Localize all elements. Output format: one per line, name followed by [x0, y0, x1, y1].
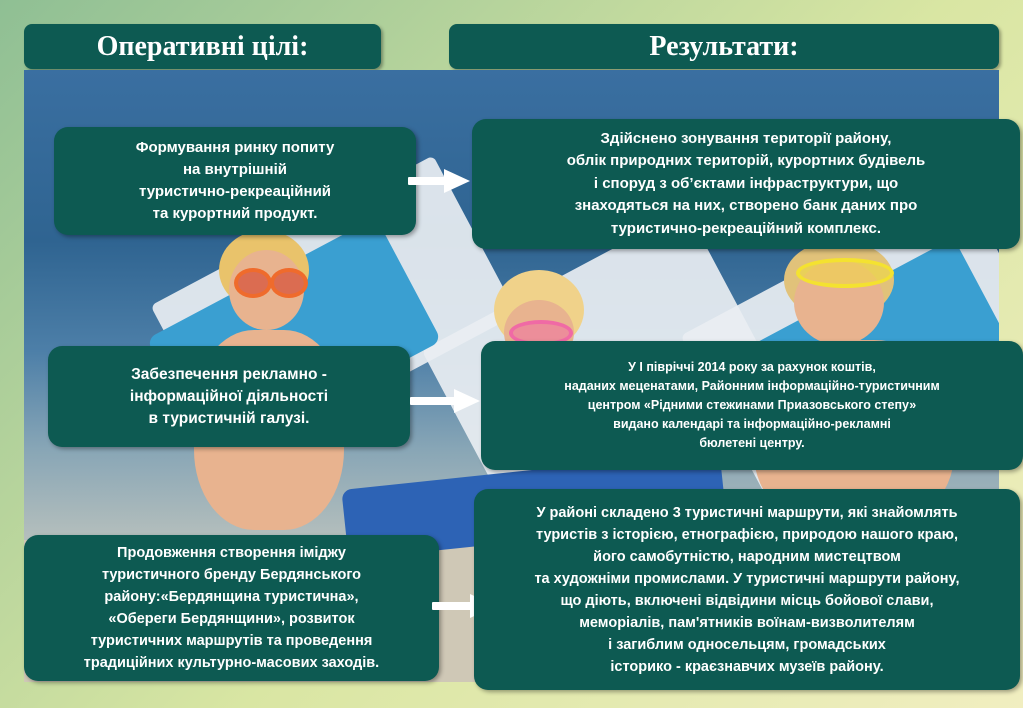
result-3-line: та художніми промислами. У туристичні маршрути району, — [534, 570, 960, 587]
result-2-line: У І півріччі 2014 року за рахунок коштів, — [628, 360, 876, 374]
result-3-line: туристів з історією, етнографією, природою нашого краю, — [535, 526, 958, 543]
result-3-line: меморіалів, пам'ятників воїнам-визволителям — [579, 614, 915, 631]
goal-3-line: району:«Бердянщина туристична», — [104, 589, 359, 605]
goal-3-line: туристичного бренду Бердянського — [101, 567, 362, 583]
result-1-line: знаходяться на них, створено банк даних про — [574, 197, 918, 215]
result-2-line: бюлетені центру. — [699, 436, 805, 450]
goal-box-1 — [54, 127, 416, 235]
result-3-line: історико - краєзнавчих музеїв району. — [610, 658, 884, 675]
result-1-line: і споруд з об’єктами інфраструктури, що — [593, 174, 899, 192]
result-2-line: центром «Рідними стежинами Приазовського степу» — [587, 398, 917, 412]
child1-glasses-left — [234, 268, 272, 298]
child1-glasses-right — [270, 268, 308, 298]
result-box-1 — [472, 119, 1020, 249]
goal-3-line: традиційних культурно-масових заходів. — [83, 655, 380, 671]
goal-box-3 — [24, 535, 439, 681]
result-box-3 — [474, 489, 1020, 690]
goal-1-line: Формування ринку попиту — [135, 139, 335, 156]
goal-1-line: туристично-рекреаційний — [138, 183, 332, 200]
goal-3-line: туристичних маршрутів та проведення — [90, 633, 373, 649]
result-3-line: У районі складено 3 туристичні маршрути, які знайомлять — [536, 504, 958, 521]
result-3-line: що діють, включені відвідини місць бойової слави, — [560, 592, 934, 609]
goal-2-line: Забезпечення рекламно - — [131, 365, 327, 383]
result-1-line: туристично-рекреаційний комплекс. — [610, 219, 882, 237]
result-1-line: Здійснено зонування території району, — [600, 129, 892, 147]
arrow-right-icon — [408, 174, 470, 188]
result-3-line: його самобутністю, народним мистецтвом — [593, 548, 901, 565]
goal-1-line: та курортний продукт. — [152, 205, 318, 222]
child3-glasses — [796, 258, 894, 288]
goal-2-line: інформаційної діяльності — [129, 387, 329, 405]
goal-3-line: Продовження створення іміджу — [117, 545, 346, 561]
result-box-2 — [481, 341, 1023, 470]
result-2-line: наданих меценатами, Районним інформаційно-туристичним — [564, 379, 940, 393]
result-3-line: і загиблим односельцям, громадських — [608, 636, 886, 653]
results-header: Результати: — [449, 24, 999, 69]
arrow-right-icon — [410, 394, 480, 408]
goals-header: Оперативні цілі: — [24, 24, 381, 69]
result-2-line: видано календарі та інформаційно-рекламні — [613, 417, 891, 431]
goal-3-line: «Обереги Бердянщини», розвиток — [108, 611, 355, 627]
goal-box-2 — [48, 346, 410, 447]
goal-1-line: на внутрішній — [182, 161, 287, 178]
goal-2-line: в туристичній галузі. — [148, 409, 310, 427]
result-1-line: облік природних територій, курортних будівель — [566, 152, 926, 170]
